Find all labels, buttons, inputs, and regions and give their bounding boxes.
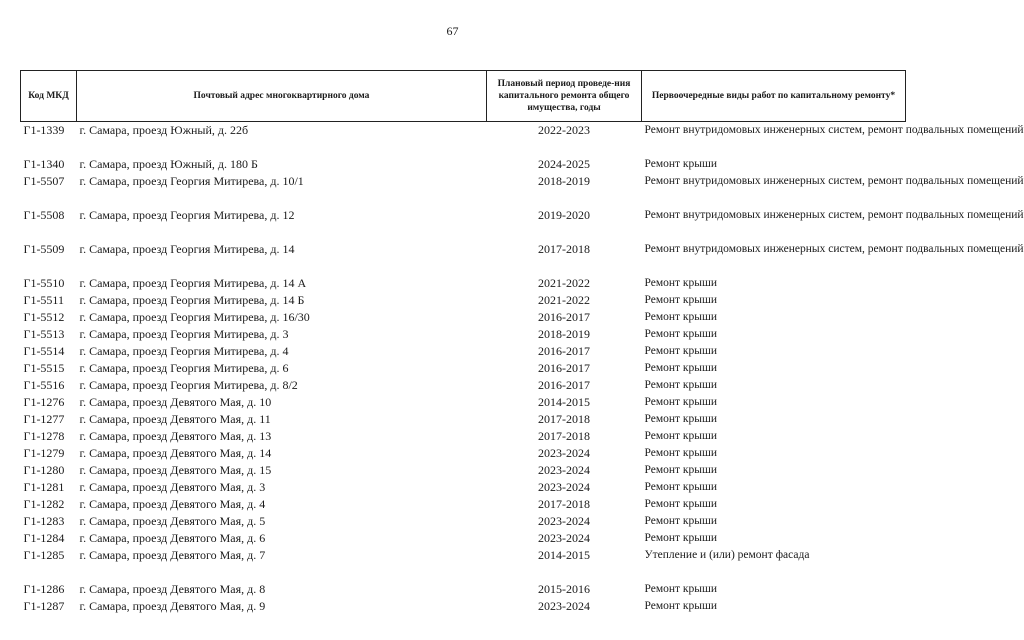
cell-works: Ремонт крыши (644, 379, 718, 391)
cell-address: г. Самара, проезд Южный, д. 180 Б (79, 157, 258, 171)
cell-works: Ремонт крыши (644, 396, 718, 408)
cell-address: г. Самара, проезд Девятого Мая, д. 11 (79, 412, 271, 426)
cell-works: Ремонт внутридомовых инженерных систем, ремонт подвальных помещений (644, 124, 1024, 136)
cell-period: 2017-2018 (538, 242, 590, 256)
cell-works: Ремонт крыши (644, 311, 718, 323)
table-row (21, 462, 906, 479)
cell-address: г. Самара, проезд Девятого Мая, д. 10 (79, 395, 272, 409)
cell-period: 2017-2018 (538, 429, 590, 443)
cell-period: 2023-2024 (538, 463, 590, 477)
cell-address: г. Самара, проезд Девятого Мая, д. 8 (79, 582, 266, 596)
cell-address: г. Самара, проезд Георгия Митирева, д. 14 Б (79, 293, 305, 307)
cell-address: г. Самара, проезд Девятого Мая, д. 3 (79, 480, 266, 494)
cell-code: Г1-5507 (23, 174, 65, 188)
table-row (21, 377, 906, 394)
cell-address: г. Самара, проезд Девятого Мая, д. 7 (79, 548, 266, 562)
cell-period: 2015-2016 (538, 582, 590, 596)
cell-period: 2023-2024 (538, 514, 590, 528)
cell-address: г. Самара, проезд Девятого Мая, д. 14 (79, 446, 272, 460)
table-body (21, 122, 1024, 616)
table-row (21, 581, 906, 598)
column-header-code: Код МКД (21, 71, 77, 122)
cell-works: Ремонт крыши (644, 328, 718, 340)
cell-period: 2016-2017 (538, 378, 590, 392)
cell-works: Ремонт крыши (644, 362, 718, 374)
cell-works: Ремонт крыши (644, 600, 718, 612)
cell-code: Г1-1279 (23, 446, 65, 460)
cell-period: 2021-2022 (538, 276, 590, 290)
table-row (21, 479, 906, 496)
cell-period: 2023-2024 (538, 446, 590, 460)
cell-address: г. Самара, проезд Георгия Митирева, д. 8/2 (79, 378, 298, 392)
table-row (21, 445, 906, 462)
cell-code: Г1-1285 (23, 548, 65, 562)
cell-period: 2016-2017 (538, 361, 590, 375)
table-row (21, 496, 906, 513)
cell-period: 2019-2020 (538, 208, 590, 222)
housing-register-table (20, 70, 1024, 615)
cell-code: Г1-1283 (23, 514, 65, 528)
cell-address: г. Самара, проезд Девятого Мая, д. 9 (79, 599, 266, 613)
cell-code: Г1-1282 (23, 497, 65, 511)
cell-code: Г1-5514 (23, 344, 65, 358)
column-header-works: Первоочередные виды работ по капитальному ремонту* (642, 71, 906, 122)
cell-works: Ремонт крыши (644, 345, 718, 357)
cell-code: Г1-5511 (23, 293, 64, 307)
cell-period: 2023-2024 (538, 531, 590, 545)
cell-code: Г1-5508 (23, 208, 65, 222)
cell-period: 2021-2022 (538, 293, 590, 307)
cell-period: 2018-2019 (538, 174, 590, 188)
cell-address: г. Самара, проезд Девятого Мая, д. 6 (79, 531, 266, 545)
cell-code: Г1-5516 (23, 378, 65, 392)
table-row (21, 547, 906, 581)
cell-address: г. Самара, проезд Девятого Мая, д. 13 (79, 429, 272, 443)
table-row (21, 513, 906, 530)
table-row (21, 275, 906, 292)
cell-works: Ремонт крыши (644, 277, 718, 289)
cell-address: г. Самара, проезд Георгия Митирева, д. 14 (79, 242, 295, 256)
cell-code: Г1-1281 (23, 480, 65, 494)
table-row (21, 292, 906, 309)
cell-code: Г1-1340 (23, 157, 65, 171)
table-row (21, 122, 906, 157)
table-row (21, 411, 906, 428)
cell-works: Ремонт крыши (644, 481, 718, 493)
cell-works: Ремонт крыши (644, 430, 718, 442)
cell-code: Г1-5510 (23, 276, 65, 290)
table-header (21, 71, 906, 122)
cell-code: Г1-1280 (23, 463, 65, 477)
table-row (21, 394, 906, 411)
cell-address: г. Самара, проезд Георгия Митирева, д. 3 (79, 327, 289, 341)
cell-works: Ремонт крыши (644, 498, 718, 510)
cell-address: г. Самара, проезд Девятого Мая, д. 4 (79, 497, 266, 511)
table-row (21, 343, 906, 360)
table-row (21, 530, 906, 547)
cell-works: Ремонт крыши (644, 532, 718, 544)
cell-works: Ремонт крыши (644, 583, 718, 595)
table-row (21, 241, 906, 275)
table-row (21, 156, 906, 173)
cell-code: Г1-5515 (23, 361, 65, 375)
cell-address: г. Самара, проезд Георгия Митирева, д. 6 (79, 361, 289, 375)
cell-code: Г1-1278 (23, 429, 65, 443)
cell-period: 2014-2015 (538, 395, 590, 409)
cell-period: 2016-2017 (538, 310, 590, 324)
cell-works: Ремонт крыши (644, 515, 718, 527)
cell-works: Ремонт внутридомовых инженерных систем, ремонт подвальных помещений (644, 209, 1024, 221)
cell-address: г. Самара, проезд Девятого Мая, д. 5 (79, 514, 266, 528)
table-row (21, 598, 906, 615)
table-row (21, 326, 906, 343)
cell-period: 2018-2019 (538, 327, 590, 341)
cell-period: 2017-2018 (538, 412, 590, 426)
cell-period: 2014-2015 (538, 548, 590, 562)
cell-period: 2024-2025 (538, 157, 590, 171)
page-number: 67 (446, 24, 459, 38)
column-header-period: Плановый период проведе-ния капитального ремонта общего имущества, годы (487, 71, 642, 122)
cell-works: Ремонт крыши (644, 294, 718, 306)
cell-address: г. Самара, проезд Георгия Митирева, д. 16/30 (79, 310, 310, 324)
cell-address: г. Самара, проезд Георгия Митирева, д. 10/1 (79, 174, 304, 188)
cell-works: Утепление и (или) ремонт фасада (644, 549, 810, 561)
cell-works: Ремонт крыши (644, 464, 718, 476)
cell-period: 2017-2018 (538, 497, 590, 511)
column-header-address: Почтовый адрес многоквартирного дома (77, 71, 487, 122)
cell-code: Г1-1286 (23, 582, 65, 596)
cell-period: 2023-2024 (538, 480, 590, 494)
table-row (21, 428, 906, 445)
cell-address: г. Самара, проезд Георгия Митирева, д. 12 (79, 208, 295, 222)
table-row (21, 207, 906, 241)
cell-code: Г1-5512 (23, 310, 65, 324)
cell-period: 2022-2023 (538, 123, 590, 137)
cell-period: 2023-2024 (538, 599, 590, 613)
table-row (21, 360, 906, 377)
cell-code: Г1-5513 (23, 327, 65, 341)
table-row (21, 173, 906, 207)
cell-code: Г1-1287 (23, 599, 65, 613)
cell-works: Ремонт внутридомовых инженерных систем, ремонт подвальных помещений (644, 243, 1024, 255)
cell-works: Ремонт внутридомовых инженерных систем, ремонт подвальных помещений (644, 175, 1024, 187)
cell-works: Ремонт крыши (644, 158, 718, 170)
cell-period: 2016-2017 (538, 344, 590, 358)
cell-code: Г1-1277 (23, 412, 65, 426)
cell-address: г. Самара, проезд Георгия Митирева, д. 14 А (79, 276, 307, 290)
cell-code: Г1-1276 (23, 395, 65, 409)
cell-code: Г1-1339 (23, 123, 65, 137)
table-row (21, 309, 906, 326)
cell-code: Г1-5509 (23, 242, 65, 256)
cell-address: г. Самара, проезд Георгия Митирева, д. 4 (79, 344, 289, 358)
cell-address: г. Самара, проезд Южный, д. 22б (79, 123, 249, 137)
cell-works: Ремонт крыши (644, 413, 718, 425)
cell-address: г. Самара, проезд Девятого Мая, д. 15 (79, 463, 272, 477)
cell-works: Ремонт крыши (644, 447, 718, 459)
cell-code: Г1-1284 (23, 531, 65, 545)
